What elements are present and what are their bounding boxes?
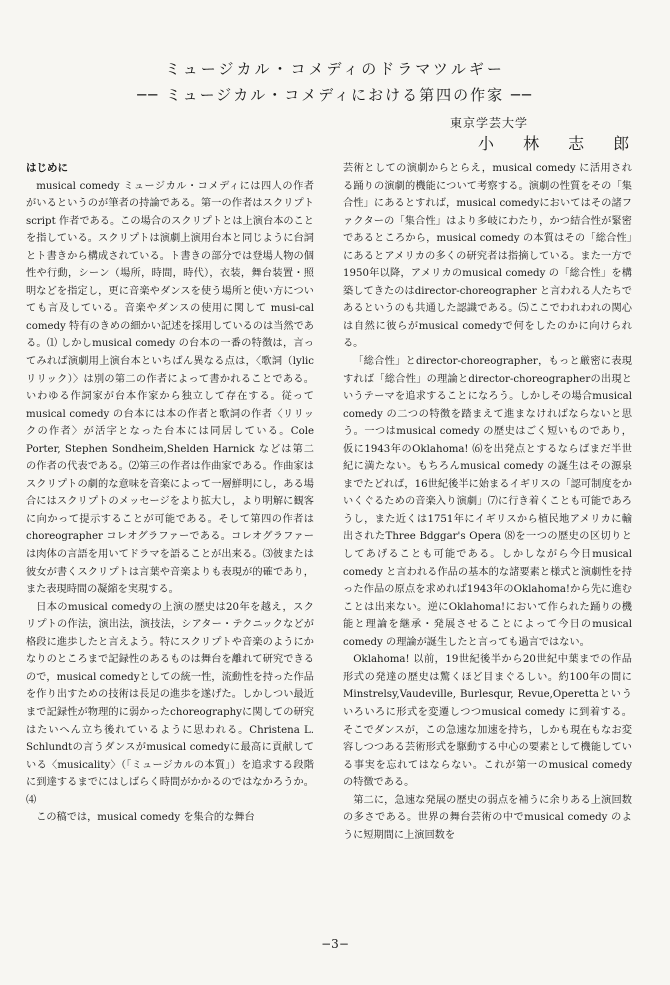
- author-affiliation: 東京学芸大学: [450, 116, 529, 130]
- section-heading: はじめに: [26, 162, 68, 174]
- author-name: 小 林 志 郎: [478, 134, 642, 153]
- paragraph: この稿では，musical comedy を集合的な舞台: [36, 812, 255, 824]
- paragraph: 第二に，急速な発展の歴史の弱点を補うに余りある上演回数の多さである。世界の舞台芸術の中でmusical comedy のように短期間に上演回数を: [343, 794, 632, 841]
- paragraph: Oklahoma! 以前，19世紀後半から20世紀中葉までの作品形式の発達の歴史は驚くほど目まぐるしい。約100年の間にMinstrelsy,Vaudeville, Burlesqur, Revue,Operettaといういろいろに形式を変遷しつつmusical comedy に到着する。そこでダンスが，この急速な加速を持ち，しかも現在もなお変容しつつある芸術形式を駆動する中心の要素として機能している事実を忘れてはならない。これが第一のmusical comedy の特徴である。: [343, 654, 632, 789]
- paper-title: ミュージカル・コメディのドラマツルギー: [165, 60, 505, 78]
- paragraph: 日本のmusical comedyの上演の歴史は20年を越え，スクリプトの作法，演出法，演技法，シアター・テクニックなどが格段に進歩したと言えよう。特にスクリプトや音楽のようにかなりのところまで記録性のあるものは舞台を離れて研究できるので，musical comedyとしての統一性，流動性を持った作品を作り出すための技術は長足の進歩を遂げた。しかしつい最近まで記録性が物理的に弱かったchoreographyに関しての研究はたいへん立ち後れているように思われる。Christena L. Schlundtの言うダンスがmusical comedyに最高に貢献している〈musicality〉（「ミュージカルの本質」）を追求する段階に到達するまでにはしばらく時間がかかるのではなかろうか。⑷: [26, 601, 314, 806]
- page-number: −3−: [321, 937, 349, 951]
- left-column: [26, 160, 314, 827]
- right-column: [343, 160, 632, 844]
- paragraph: 芸術としての演劇からとらえ，musical comedy に活用される踊りの演劇的機能について考察する。演劇の性質をその「集合性」にあるとすれば，musical comedyにおいてはその諸ファクターの「集合性」はより多岐にわたり，かつ結合性が緊密であるところから，musical comedy の本質はその「総合性」にあるとアメリカの多くの研究者は指摘している。また一方で1950年以降，アメリカのmusical comedy の「総合性」を構築してきたのはdirector-choreographer と言われる人たちであるというのも共通した認識である。⑸ここでわれわれの関心は自然に彼らがmusical comedyで何をしたのかに向けられる。: [343, 163, 632, 350]
- paper-subtitle: ── ミュージカル・コメディにおける第四の作家 ──: [137, 86, 533, 104]
- paragraph: musical comedy ミュージカル・コメディには四人の作者がいるというのが筆者の持論である。第一の作者はスクリプトscript 作者である。この場合のスクリプトとは上演台本のことを指している。スクリプトは演劇上演用台本と同じように台詞とト書きから構成されている。ト書きの部分では登場人物の個性や行動，シーン（場所，時間，時代），衣装，舞台装置・照明などを指定し，更に音楽やダンスを使う場所と使い方についても言及している。音楽やダンスの使用に関して musi-cal comedy 特有のきめの細かい記述を採用しているのは当然である。⑴ しかしmusical comedy の台本の一番の特徴は，言ってみれば演劇用上演台本といちばん異なる点は，〈歌詞（lylic リリック）〉は別の第二の作者によって書かれることである。いわゆる作詞家が台本作家から独立して存在する。従ってmusical comedy の台本には本の作者と歌詞の作者〈リリックの作者〉が活字となった台本には同居している。Cole Porter, Stephen Sondheim,Shelden Harnick などは第二の作者の代表である。⑵第三の作者は作曲家である。作曲家はスクリプトの劇的な意味を音楽によって一層鮮明にし，ある場合にはスクリプトのメッセージをより拡大し，より明解に観客に向かって提示することが可能である。そして第四の作者はchoreographer コレオグラファーである。コレオグラファーは肉体の言語を用いてドラマを語ることが出来る。⑶彼または彼女が書くスクリプトは言葉や音楽よりも表現が的確であり，また表現時間の凝縮を実現する。: [26, 180, 314, 596]
- paragraph: 「総合性」とdirector-choreographer，もっと厳密に表現すれば「総合性」の理論とdirector-choreographerの出現というテーマを追求することになろう。しかしその場合musical comedy の二つの特徴を踏まえて進まなければならないと思う。一つはmusical comedy の歴史はごく短いものであり，仮に1943年のOklahoma! ⑹を出発点とするならばまだ半世紀に満たない。もちろんmusical comedy の誕生はその源泉までたどれば，16世紀後半に始まるイギリスの「認可制度をかいくぐるための音楽入り演劇」⑺に行き着くことも可能であろうし，また近くは1751年にイギリスから植民地アメリカに輸出されたThree Bdggar's Opera ⑻を一つの歴史の区切りとしてあげることも可能である。しかしながら今日musical comedy と言われる作品の基本的な諸要素と様式と演劇性を持った作品の原点を求めれば1943年のOklahoma!から先に進むことは出来ない。逆にOklahoma!において作られた踊りの機能と理論を継承・発展させることによって今日のmusical comedy の理論が誕生したと言っても過言ではない。: [343, 356, 632, 648]
